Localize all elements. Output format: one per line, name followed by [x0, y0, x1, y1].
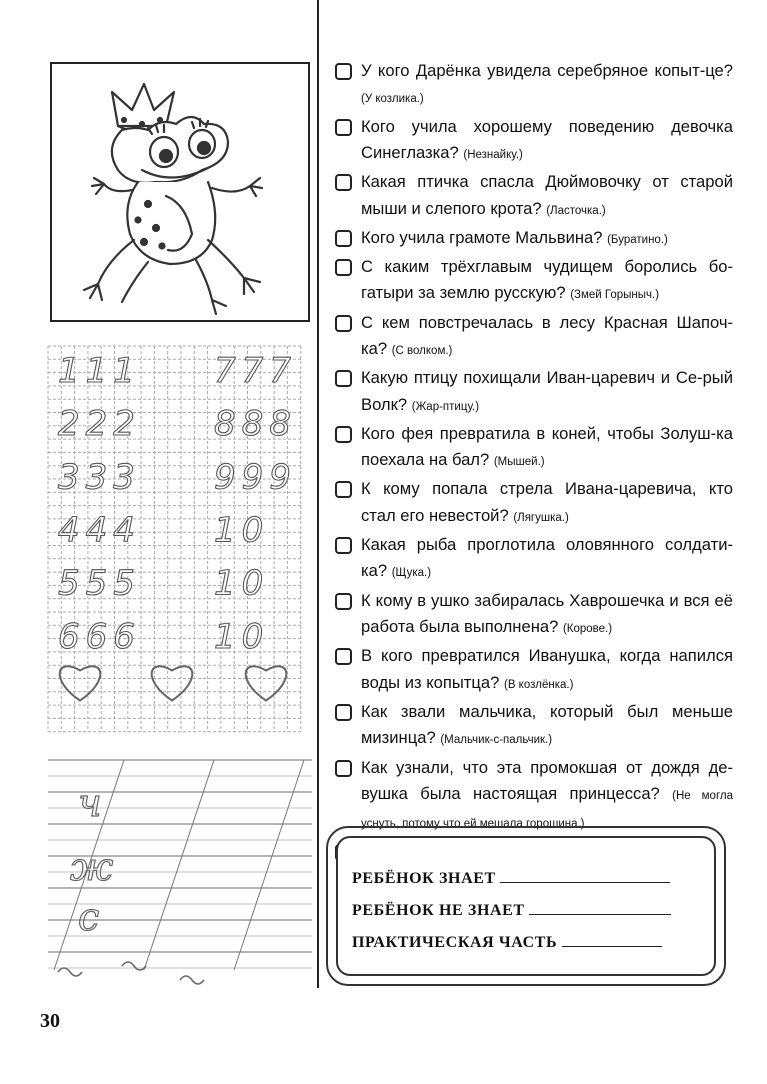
question-text-block — [361, 58, 733, 113]
checkbox[interactable] — [335, 593, 352, 610]
question-text: Какую птицу похищали Иван-царевич и Се-рый Волк? — [361, 368, 733, 414]
question-text-block — [361, 225, 733, 253]
practice-digits-left: 666 — [58, 616, 141, 657]
knows-blank[interactable] — [500, 868, 670, 883]
practice-digits-right: 888 — [214, 404, 297, 445]
wave-mark — [58, 968, 82, 976]
question-item — [333, 225, 733, 253]
question-item — [333, 58, 733, 113]
practice-digits-right: 10 — [214, 616, 270, 657]
heart-shape — [60, 666, 101, 700]
question-item — [333, 643, 733, 698]
column-divider — [317, 0, 319, 988]
question-text-block — [361, 588, 733, 643]
practice-digits-right: 777 — [214, 350, 297, 391]
checkbox[interactable] — [335, 230, 352, 247]
question-answer: (У козлика.) — [361, 93, 424, 106]
question-text-block — [361, 114, 733, 169]
practice-digits-left: 111 — [58, 350, 141, 391]
question-list — [333, 58, 733, 867]
question-text: К кому попала стрела Ивана-царевича, кто стал его невестой? — [361, 479, 733, 525]
checkbox[interactable] — [335, 481, 352, 498]
practice-letter: с — [78, 895, 100, 939]
question-text: Какая птичка спасла Дюймовочку от старой мыши и слепого крота? — [361, 172, 733, 218]
question-text: В кого превратился Иванушка, когда напился воды из копытца? — [361, 646, 733, 692]
practice-digits-right: 10 — [214, 510, 270, 551]
question-text-block — [361, 310, 733, 365]
practice-digits-left: 555 — [58, 563, 141, 604]
question-text: Какая рыба проглотила оловянного солдати-ка? — [361, 535, 733, 581]
question-text: Кого фея превратила в коней, чтобы Золуш-ка поехала на бал? — [361, 423, 733, 470]
assessment-box — [326, 826, 726, 986]
knows-line — [352, 868, 670, 888]
not-knows-blank[interactable] — [529, 900, 671, 915]
not-knows-line — [352, 900, 671, 920]
question-answer: (Корове.) — [562, 623, 613, 636]
practical-line — [352, 932, 662, 952]
question-item — [333, 114, 733, 169]
question-text: Как узнали, что эта промокшая от дождя де-вушка была настоящая принцесса? — [361, 757, 733, 803]
checkbox[interactable] — [335, 315, 352, 332]
question-answer: (Лягушка.) — [513, 511, 569, 524]
practice-digits-right: 999 — [214, 457, 297, 498]
question-item — [333, 310, 733, 365]
question-text: Как звали мальчика, который был меньше мизинца? — [361, 701, 733, 748]
question-item — [333, 588, 733, 643]
checkbox[interactable] — [335, 63, 352, 80]
practice-digits-right: 10 — [214, 563, 270, 604]
question-answer: (С волком.) — [391, 345, 453, 358]
practical-blank[interactable] — [562, 932, 662, 947]
heart-shape — [152, 666, 193, 700]
question-item — [333, 421, 733, 476]
copybook-practice — [44, 340, 314, 990]
question-text-block — [361, 421, 733, 476]
checkbox[interactable] — [335, 704, 352, 721]
question-answer: (Ласточка.) — [546, 204, 606, 217]
question-text: С каким трёхглавым чудищем боролись бо-гатыри за землю русскую? — [361, 257, 733, 303]
question-text-block — [361, 699, 733, 754]
knows-label: РЕБЁНОК ЗНАЕТ — [352, 870, 496, 887]
practice-letter: ч — [78, 781, 102, 825]
practical-label: ПРАКТИЧЕСКАЯ ЧАСТЬ — [352, 934, 558, 951]
question-answer: (Змей Горыныч.) — [570, 289, 660, 302]
checkbox[interactable] — [335, 259, 352, 276]
question-item — [333, 254, 733, 309]
question-text: С кем повстречалась в лесу Красная Шапоч-ка? — [361, 312, 733, 359]
practice-digits-left: 444 — [58, 510, 141, 551]
question-text-block — [361, 254, 733, 309]
question-text: К кому в ушко забиралась Хаврошечка и вся её работа была выполнена? — [361, 590, 733, 637]
page-number: 30 — [40, 1010, 60, 1032]
checkbox[interactable] — [335, 119, 352, 136]
checkbox[interactable] — [335, 648, 352, 665]
practice-digits-left: 222 — [58, 404, 141, 445]
question-answer: (Не могла уснуть, потому что ей мешала горошина.) — [361, 789, 734, 831]
question-text: Кого учила грамоте Мальвина? — [361, 227, 603, 247]
question-item — [333, 365, 733, 420]
not-knows-label: РЕБЁНОК НЕ ЗНАЕТ — [352, 902, 525, 919]
assessment-box-inner-border — [336, 836, 716, 976]
question-text: У кого Дарёнка увидела серебряное копыт-це? — [361, 61, 733, 80]
question-text: Кого учила хорошему поведению девочка Синеглазка? — [361, 116, 733, 163]
question-answer: (Мышей.) — [493, 456, 545, 469]
question-item — [333, 699, 733, 754]
checkbox[interactable] — [335, 760, 352, 777]
wave-mark — [180, 976, 204, 984]
question-item — [333, 532, 733, 587]
question-answer: (В козлёнка.) — [503, 678, 574, 691]
question-text-block — [361, 365, 733, 420]
question-answer: (Буратино.) — [607, 233, 668, 246]
checkbox[interactable] — [335, 174, 352, 191]
question-text-block — [361, 169, 733, 224]
checkbox[interactable] — [335, 537, 352, 554]
wave-mark — [122, 962, 146, 970]
question-text-block — [361, 643, 733, 698]
question-text-block — [361, 476, 733, 531]
question-answer: (Незнайку.) — [463, 149, 523, 162]
question-item — [333, 476, 733, 531]
question-answer: (Мальчик-с-пальчик.) — [440, 734, 553, 747]
question-item — [333, 169, 733, 224]
practice-digits-left: 333 — [58, 457, 141, 498]
question-answer: (Жар-птицу.) — [411, 400, 480, 413]
question-text-block — [361, 532, 733, 587]
checkbox[interactable] — [335, 426, 352, 443]
question-answer: (Щука.) — [391, 567, 432, 580]
checkbox[interactable] — [335, 370, 352, 387]
practice-letter: ж — [70, 845, 114, 889]
frog-illustration — [50, 62, 310, 322]
heart-shape — [246, 666, 287, 700]
